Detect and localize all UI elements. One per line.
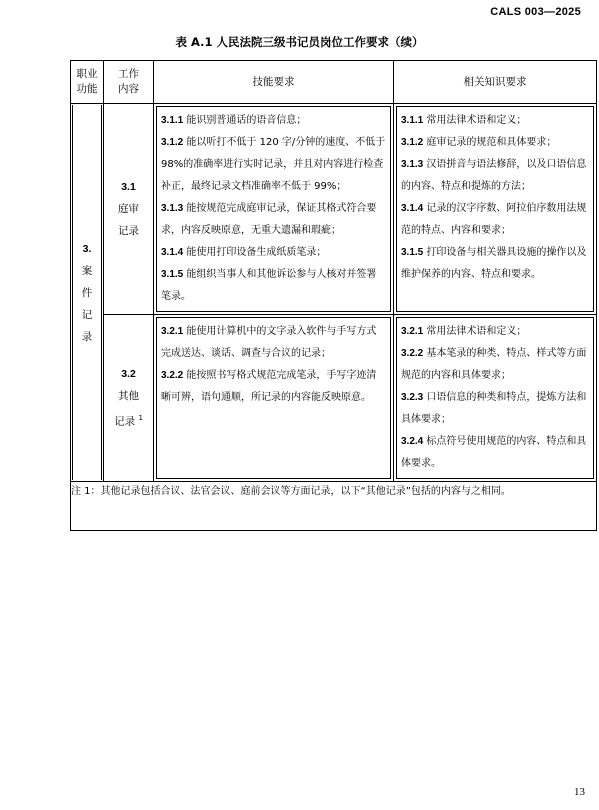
knowledge-item: 3.1.5 打印设备与相关器具设施的操作以及维护保养的内容、特点和要求。: [401, 247, 587, 280]
content-number: 3.1: [121, 181, 136, 193]
content-label-line1: 其他: [118, 390, 139, 403]
table-note: 注 1：其他记录包括合议、法官会议、庭前会议等方面记录，以下“其他记录”包括的内容与之相同。: [71, 482, 597, 531]
skills-cell: [154, 315, 394, 482]
header-knowledge: 相关知识要求: [394, 61, 597, 104]
requirements-table: [70, 60, 597, 531]
content-number: 3.2: [121, 368, 136, 381]
skill-item: 3.1.3 能按规范完成庭审记录，保证其格式符合要求，内容反映原意，无重大遗漏和瑕疵；: [161, 203, 377, 236]
skill-item: 3.1.2 能以听打不低于 120 字/分钟的速度、不低于 98%的准确率进行实时记录，并且对内容进行检查补正，最终记录文档准确率不低于 99%；: [161, 137, 386, 192]
function-char: 录: [81, 330, 93, 343]
knowledge-item: 3.2.1 常用法律术语和定义；: [401, 326, 527, 337]
content-label-line2: 记录: [118, 225, 139, 237]
knowledge-item: 3.1.1 常用法律术语和定义；: [401, 115, 527, 126]
function-char: 件: [81, 286, 93, 299]
function-cell: [71, 104, 104, 482]
skill-item: 3.1.1 能识别普通话的语音信息；: [161, 115, 307, 126]
table-title: 表 A.1 人民法院三级书记员岗位工作要求（续）: [175, 35, 424, 49]
table-header-row: [71, 61, 597, 104]
note-row: [71, 482, 597, 531]
skill-item: 3.1.5 能组织当事人和其他诉讼参与人核对并签署笔录。: [161, 269, 377, 302]
standard-code: CALS 003—2025: [490, 6, 581, 18]
table-row: [71, 315, 597, 482]
footnote-marker: 1: [138, 414, 143, 423]
header-function-line1: 职业: [76, 68, 98, 80]
knowledge-item: 3.2.4 标点符号使用规范的内容、特点和具体要求。: [401, 436, 587, 469]
knowledge-item: 3.1.3 汉语拼音与语法修辞，以及口语信息的内容、特点和提炼的方法；: [401, 159, 587, 192]
content-label-line1: 庭审: [118, 203, 139, 215]
page-number: 13: [574, 786, 585, 798]
function-number: 3.: [82, 242, 92, 255]
skill-item: 3.2.1 能使用计算机中的文字录入软件与手写方式完成送达、谈话、调查与合议的记录；: [161, 326, 377, 359]
header-function: [71, 61, 104, 104]
function-char: 记: [81, 308, 93, 321]
skill-item: 3.2.2 能按照书写格式规范完成笔录，手写字迹清晰可辨，语句通顺，所记录的内容能反映原意。: [161, 370, 377, 403]
header-content: [104, 61, 154, 104]
knowledge-item: 3.2.3 口语信息的种类和特点，提炼方法和具体要求；: [401, 392, 587, 425]
content-cell: [104, 315, 154, 482]
content-cell: [104, 104, 154, 315]
skill-item: 3.1.4 能使用打印设备生成纸质笔录；: [161, 247, 327, 258]
table-row: [71, 104, 597, 315]
header-content-line1: 工作: [118, 68, 139, 80]
header-skills: 技能要求: [154, 61, 394, 104]
knowledge-cell: [394, 315, 597, 482]
knowledge-item: 3.1.2 庭审记录的规范和具体要求；: [401, 137, 557, 148]
header-content-line2: 内容: [118, 83, 139, 95]
knowledge-item: 3.1.4 记录的汉字序数、阿拉伯序数用法规范的特点、内容和要求；: [401, 203, 587, 236]
knowledge-item: 3.2.2 基本笔录的种类、特点、样式等方面规范的内容和具体要求；: [401, 348, 587, 381]
content-label-line2: 记录 $^1$: [114, 414, 143, 428]
function-char: 案: [81, 264, 93, 277]
knowledge-cell: [394, 104, 597, 315]
header-function-line2: 功能: [76, 83, 98, 95]
skills-cell: [154, 104, 394, 315]
